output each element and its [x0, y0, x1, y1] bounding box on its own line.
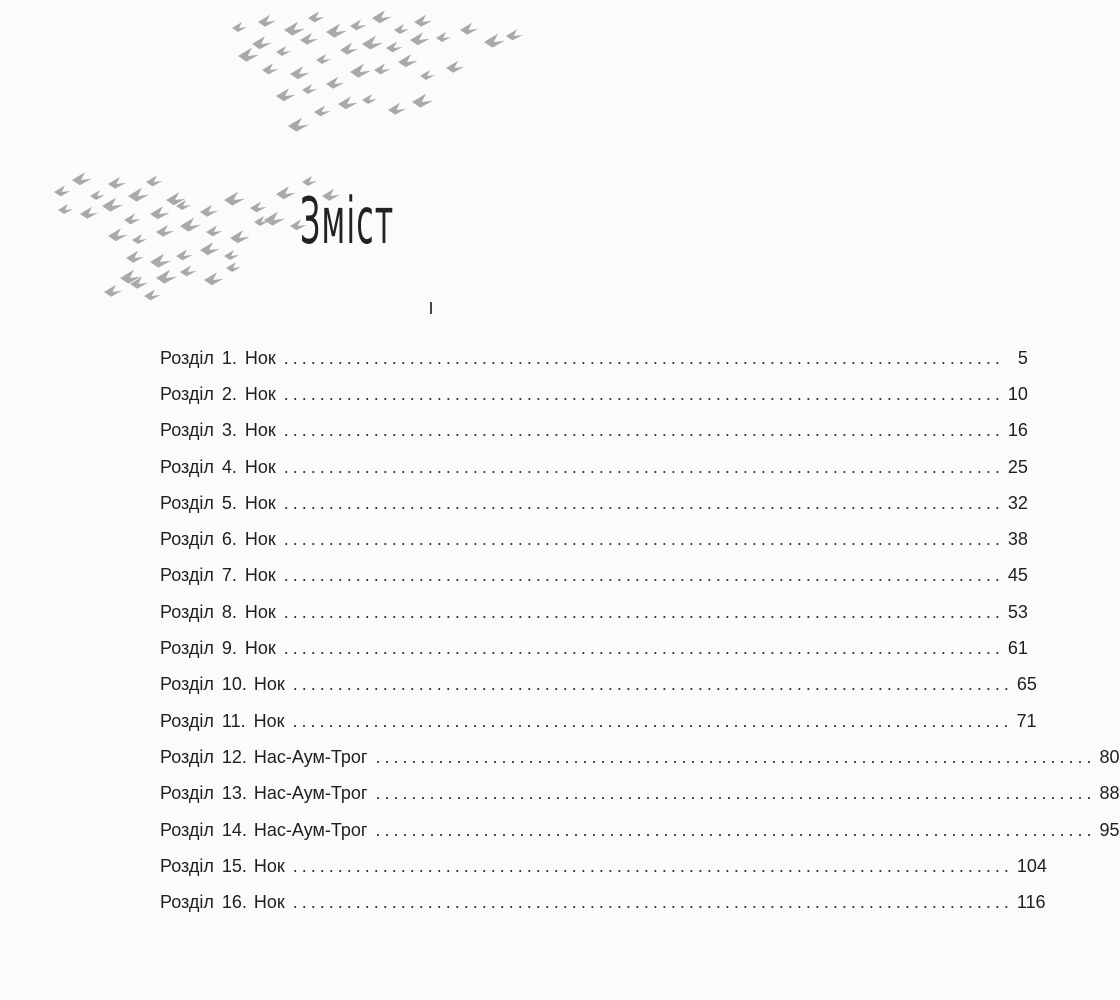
bird-icon [460, 23, 478, 35]
bird-icon [206, 225, 223, 236]
toc-entry-page: 32 [1007, 492, 1028, 513]
toc-leader-dots: ................................................................................ [283, 420, 1004, 441]
bird-icon [308, 11, 325, 22]
toc-entry-name: Нок [244, 456, 276, 477]
toc-entry-name: Нок [244, 492, 276, 513]
toc-entry-number: 5. [221, 492, 237, 513]
page-title-text: Зміст [300, 185, 395, 259]
bird-icon [436, 32, 451, 42]
bird-icon [362, 36, 383, 50]
table-of-contents [160, 340, 1120, 921]
toc-leader-dots: ................................................................................ [375, 746, 1096, 767]
bird-icon [410, 32, 430, 45]
toc-entry-number: 3. [221, 420, 237, 441]
toc-entry [160, 449, 1028, 485]
bird-icon [108, 228, 128, 241]
bird-icon [80, 207, 98, 219]
toc-entry-word: Розділ [160, 420, 214, 441]
bird-icon [350, 64, 371, 78]
bird-icon [290, 66, 310, 79]
toc-entry-word: Розділ [160, 601, 214, 622]
toc-entry-number: 1. [221, 347, 237, 368]
toc-entry-word: Розділ [160, 456, 214, 477]
bird-icon [288, 118, 309, 132]
bird-icon [314, 105, 331, 116]
bird-icon [104, 285, 122, 297]
toc-entry-name: Нок [244, 601, 276, 622]
toc-entry-page: 53 [1007, 601, 1028, 622]
bird-icon [412, 94, 433, 108]
toc-entry-name: Нок [253, 710, 285, 731]
toc-leader-dots: ................................................................................ [283, 456, 1004, 477]
bird-icon [302, 84, 317, 94]
toc-entry-word: Розділ [160, 855, 214, 876]
toc-entry-name: Нок [244, 529, 276, 550]
toc-entry-page: 45 [1007, 565, 1028, 586]
toc-entry-name: Нок [253, 855, 285, 876]
toc-entry-name: Нок [253, 674, 285, 695]
bird-icon [200, 242, 220, 255]
bird-icon [156, 225, 174, 237]
toc-entry [160, 340, 1028, 376]
bird-icon [58, 204, 73, 214]
bird-icon [226, 262, 241, 272]
toc-entry-page: 16 [1007, 420, 1028, 441]
toc-entry-name: Нас-Аум-Трог [253, 746, 368, 767]
toc-entry-number: 16. [221, 892, 247, 913]
toc-entry-number: 2. [221, 383, 237, 404]
toc-entry-name: Нок [244, 638, 276, 659]
bird-icon [156, 270, 177, 284]
bird-icon [176, 249, 193, 260]
toc-entry-word: Розділ [160, 529, 214, 550]
toc-entry-number: 10. [221, 674, 247, 695]
toc-entry-number: 13. [221, 783, 247, 804]
toc-leader-dots: ................................................................................ [292, 674, 1013, 695]
bird-icon [506, 29, 523, 40]
bird-icon [90, 190, 105, 200]
bird-icon [484, 34, 505, 48]
bird-icon [204, 272, 224, 285]
bird-icon [340, 43, 358, 55]
toc-entry-name: Нас-Аум-Трог [253, 819, 368, 840]
bird-icon [108, 177, 126, 189]
bird-icon [124, 213, 141, 224]
toc-entry-page: 65 [1016, 674, 1037, 695]
toc-leader-dots: ................................................................................ [375, 783, 1096, 804]
bird-icon [276, 88, 296, 101]
bird-icon [284, 22, 305, 36]
toc-entry [160, 376, 1028, 412]
bird-icon [398, 54, 418, 67]
toc-leader-dots: ................................................................................ [283, 601, 1004, 622]
toc-entry-number: 12. [221, 746, 247, 767]
bird-icon [386, 41, 403, 52]
bird-icon [232, 22, 247, 32]
bird-icon [72, 172, 92, 185]
bird-icon [238, 48, 259, 62]
toc-leader-dots: ................................................................................ [283, 638, 1004, 659]
toc-entry [160, 594, 1028, 630]
toc-entry [160, 667, 1037, 703]
bird-icon [250, 201, 267, 212]
toc-leader-dots: ................................................................................ [283, 347, 1004, 368]
toc-entry [160, 812, 1120, 848]
toc-entry-word: Розділ [160, 783, 214, 804]
bird-icon [146, 175, 163, 186]
bird-icon [264, 212, 285, 226]
toc-entry-number: 6. [221, 529, 237, 550]
bird-icon [350, 19, 367, 30]
bird-icon [374, 63, 391, 74]
toc-entry [160, 848, 1047, 884]
toc-entry-name: Нок [244, 420, 276, 441]
toc-entry [160, 521, 1028, 557]
bird-icon [126, 251, 144, 263]
toc-entry-name: Нок [244, 383, 276, 404]
bird-icon [230, 230, 250, 243]
bird-icon [446, 61, 464, 73]
toc-entry-page: 104 [1016, 855, 1047, 876]
bird-icon [144, 289, 161, 300]
toc-entry-word: Розділ [160, 492, 214, 513]
toc-entry [160, 558, 1028, 594]
toc-entry-word: Розділ [160, 819, 214, 840]
toc-entry [160, 413, 1028, 449]
toc-entry-name: Нок [253, 892, 285, 913]
toc-entry-number: 9. [221, 638, 237, 659]
bird-icon [338, 96, 358, 109]
page-title [300, 185, 440, 300]
toc-entry-name: Нас-Аум-Трог [253, 783, 368, 804]
toc-leader-dots: ................................................................................ [292, 892, 1013, 913]
bird-icon [276, 186, 296, 199]
toc-entry-page: 25 [1007, 456, 1028, 477]
bird-icon [224, 250, 239, 260]
toc-entry-page: 71 [1016, 710, 1037, 731]
bird-icon [326, 24, 347, 38]
toc-entry-page: 38 [1007, 529, 1028, 550]
toc-leader-dots: ................................................................................ [292, 855, 1013, 876]
toc-entry-page: 5 [1017, 347, 1028, 368]
bird-icon [180, 218, 201, 232]
toc-entry-word: Розділ [160, 746, 214, 767]
toc-entry [160, 703, 1037, 739]
toc-entry-page: 10 [1007, 383, 1028, 404]
toc-entry-word: Розділ [160, 892, 214, 913]
bird-icon [316, 54, 331, 64]
bird-icon [200, 205, 218, 217]
bird-icon [414, 15, 432, 27]
toc-entry-word: Розділ [160, 674, 214, 695]
bird-icon [326, 77, 344, 89]
toc-leader-dots: ................................................................................ [283, 529, 1004, 550]
toc-entry-number: 4. [221, 456, 237, 477]
toc-entry-number: 11. [221, 710, 246, 731]
toc-entry-page: 80 [1099, 746, 1120, 767]
bird-icon [150, 206, 170, 219]
bird-icon [276, 46, 291, 56]
ink-speck [430, 302, 432, 314]
toc-entry [160, 884, 1046, 920]
toc-entry-page: 61 [1007, 638, 1028, 659]
toc-leader-dots: ................................................................................ [292, 710, 1013, 731]
toc-entry-page: 116 [1016, 892, 1046, 913]
toc-entry-name: Нок [244, 347, 276, 368]
toc-entry-page: 95 [1099, 819, 1120, 840]
toc-entry-word: Розділ [160, 710, 214, 731]
toc-entry-word: Розділ [160, 638, 214, 659]
toc-leader-dots: ................................................................................ [283, 492, 1004, 513]
bird-icon [420, 70, 435, 80]
toc-entry-word: Розділ [160, 383, 214, 404]
bird-icon [258, 15, 276, 27]
bird-icon [224, 192, 245, 206]
bird-icon [262, 63, 279, 74]
bird-icon [372, 10, 392, 23]
toc-entry [160, 739, 1120, 775]
toc-entry-number: 8. [221, 601, 237, 622]
bird-icon [150, 254, 171, 268]
toc-entry [160, 630, 1028, 666]
bird-icon [54, 185, 71, 196]
bird-icon [180, 265, 197, 276]
bird-icon [394, 24, 409, 34]
toc-entry-number: 7. [221, 565, 237, 586]
toc-entry-word: Розділ [160, 565, 214, 586]
toc-entry-name: Нок [244, 565, 276, 586]
toc-entry [160, 485, 1028, 521]
toc-leader-dots: ................................................................................ [283, 565, 1004, 586]
toc-leader-dots: ................................................................................ [375, 819, 1096, 840]
bird-icon [362, 94, 377, 104]
bird-icon [128, 188, 149, 202]
bird-icon [300, 33, 318, 45]
bird-icon [252, 36, 272, 49]
toc-entry-page: 88 [1099, 783, 1120, 804]
bird-icon [388, 103, 406, 115]
toc-entry-word: Розділ [160, 347, 214, 368]
toc-leader-dots: ................................................................................ [283, 383, 1004, 404]
toc-entry-number: 14. [221, 819, 247, 840]
toc-entry-number: 15. [221, 855, 247, 876]
toc-entry [160, 776, 1120, 812]
bird-icon [132, 234, 147, 244]
bird-icon [102, 198, 123, 212]
